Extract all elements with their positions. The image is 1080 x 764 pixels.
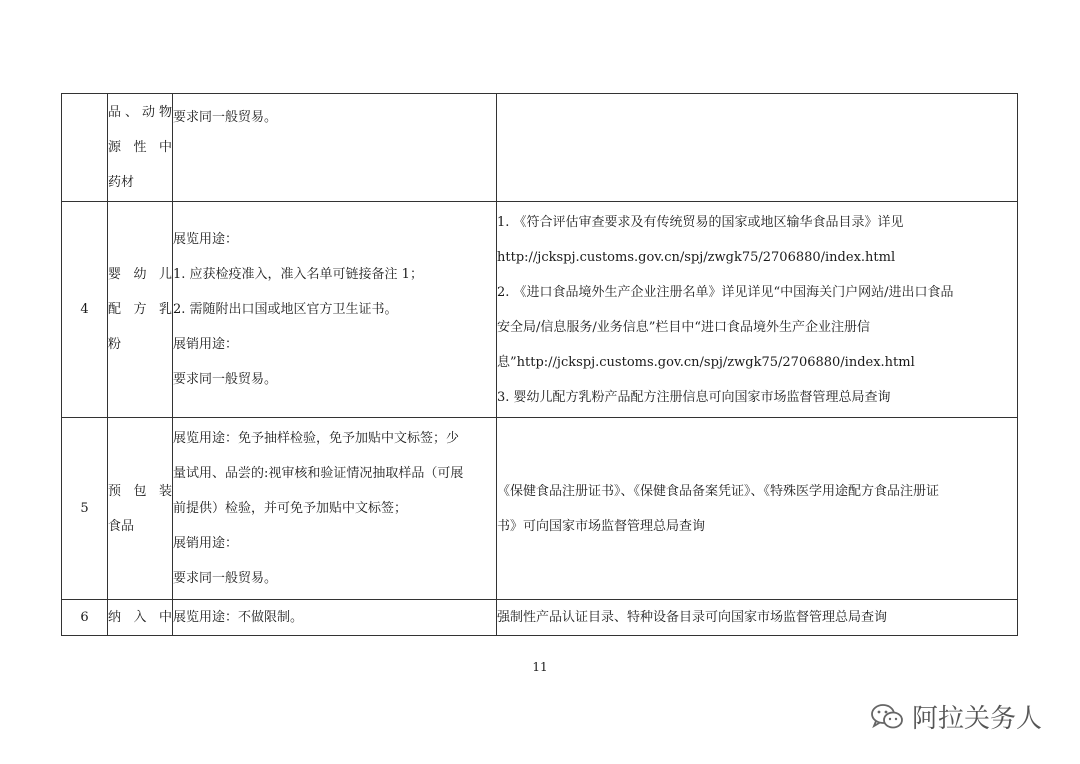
requirement-line: 展览用途： <box>173 232 239 247</box>
requirement-line: 展览用途：免予抽样检验，免予加贴中文标签；少 <box>173 431 460 446</box>
regulation-table <box>61 93 1018 636</box>
remark-cell <box>497 94 1018 202</box>
remark-line: 安全局/信息服务/业务信息”栏目中“进口食品境外生产企业注册信 <box>497 319 871 335</box>
category-line: 预 包 装 <box>108 483 172 499</box>
remark-line: 1. 《符合评估审查要求及有传统贸易的国家或地区输华食品目录》详见 <box>497 214 904 230</box>
category-line: 品、动物 <box>108 105 172 120</box>
remark-link[interactable]: 息”http://jckspj.customs.gov.cn/spj/zwgk75/2706880/index.html <box>497 354 915 370</box>
remark-link[interactable]: http://jckspj.customs.gov.cn/spj/zwgk75/2706880/index.html <box>497 249 896 265</box>
remark-cell <box>497 600 1018 636</box>
requirement-line: 要求同一般贸易。 <box>173 571 278 586</box>
category-line: 源 性 中 <box>108 140 172 155</box>
category-line: 纳 入 中 <box>108 610 172 625</box>
category-line: 配 方 乳 <box>108 302 172 317</box>
requirement-line: 量试用、品尝的:视审核和验证情况抽取样品（可展 <box>173 466 464 481</box>
requirement-line: 1. 应获检疫准入，准入名单可链接备注 1； <box>173 267 423 282</box>
row-number-cell: 4 <box>62 202 108 418</box>
category-line: 食品 <box>108 518 135 534</box>
requirement-cell <box>173 202 497 418</box>
remark-cell <box>497 202 1018 418</box>
category-cell <box>108 600 173 636</box>
row-number-cell: 5 <box>62 418 108 600</box>
table-row <box>62 418 1018 600</box>
category-line: 药材 <box>108 175 135 190</box>
category-line: 婴 幼 儿 <box>108 267 172 282</box>
category-line: 粉 <box>108 337 122 352</box>
row-number-cell: 6 <box>62 600 108 636</box>
requirement-line: 2. 需随附出口国或地区官方卫生证书。 <box>173 302 398 317</box>
requirement-line: 要求同一般贸易。 <box>173 372 278 387</box>
requirement-line: 展览用途：不做限制。 <box>173 610 304 625</box>
remark-line: 《保健食品注册证书》、《保健食品备案凭证》、《特殊医学用途配方食品注册证 <box>497 483 940 499</box>
watermark-text: 阿拉关务人 <box>911 704 1042 734</box>
remark-line: 强制性产品认证目录、特种设备目录可向国家市场监督管理总局查询 <box>497 610 888 625</box>
table-row <box>62 202 1018 418</box>
category-cell <box>108 94 173 202</box>
table-row <box>62 94 1018 202</box>
requirement-cell <box>173 600 497 636</box>
row-number-cell <box>62 94 108 202</box>
remark-cell <box>497 418 1018 600</box>
watermark <box>870 698 1042 735</box>
requirement-cell <box>173 418 497 600</box>
requirement-cell <box>173 94 497 202</box>
requirement-line: 要求同一般贸易。 <box>173 110 278 125</box>
requirement-line: 前提供）检验，并可免予加贴中文标签； <box>173 501 408 516</box>
page-number: 11 <box>532 660 548 674</box>
requirement-line: 展销用途： <box>173 337 239 352</box>
table-row <box>62 600 1018 636</box>
remark-line: 3. 婴幼儿配方乳粉产品配方注册信息可向国家市场监督管理总局查询 <box>497 389 891 405</box>
requirement-line: 展销用途： <box>173 536 239 551</box>
category-cell <box>108 418 173 600</box>
category-cell <box>108 202 173 418</box>
remark-line: 书》可向国家市场监督管理总局查询 <box>497 518 706 534</box>
wechat-icon <box>870 703 904 731</box>
remark-line: 2. 《进口食品境外生产企业注册名单》详见详见“中国海关门户网站/进出口食品 <box>497 284 954 300</box>
